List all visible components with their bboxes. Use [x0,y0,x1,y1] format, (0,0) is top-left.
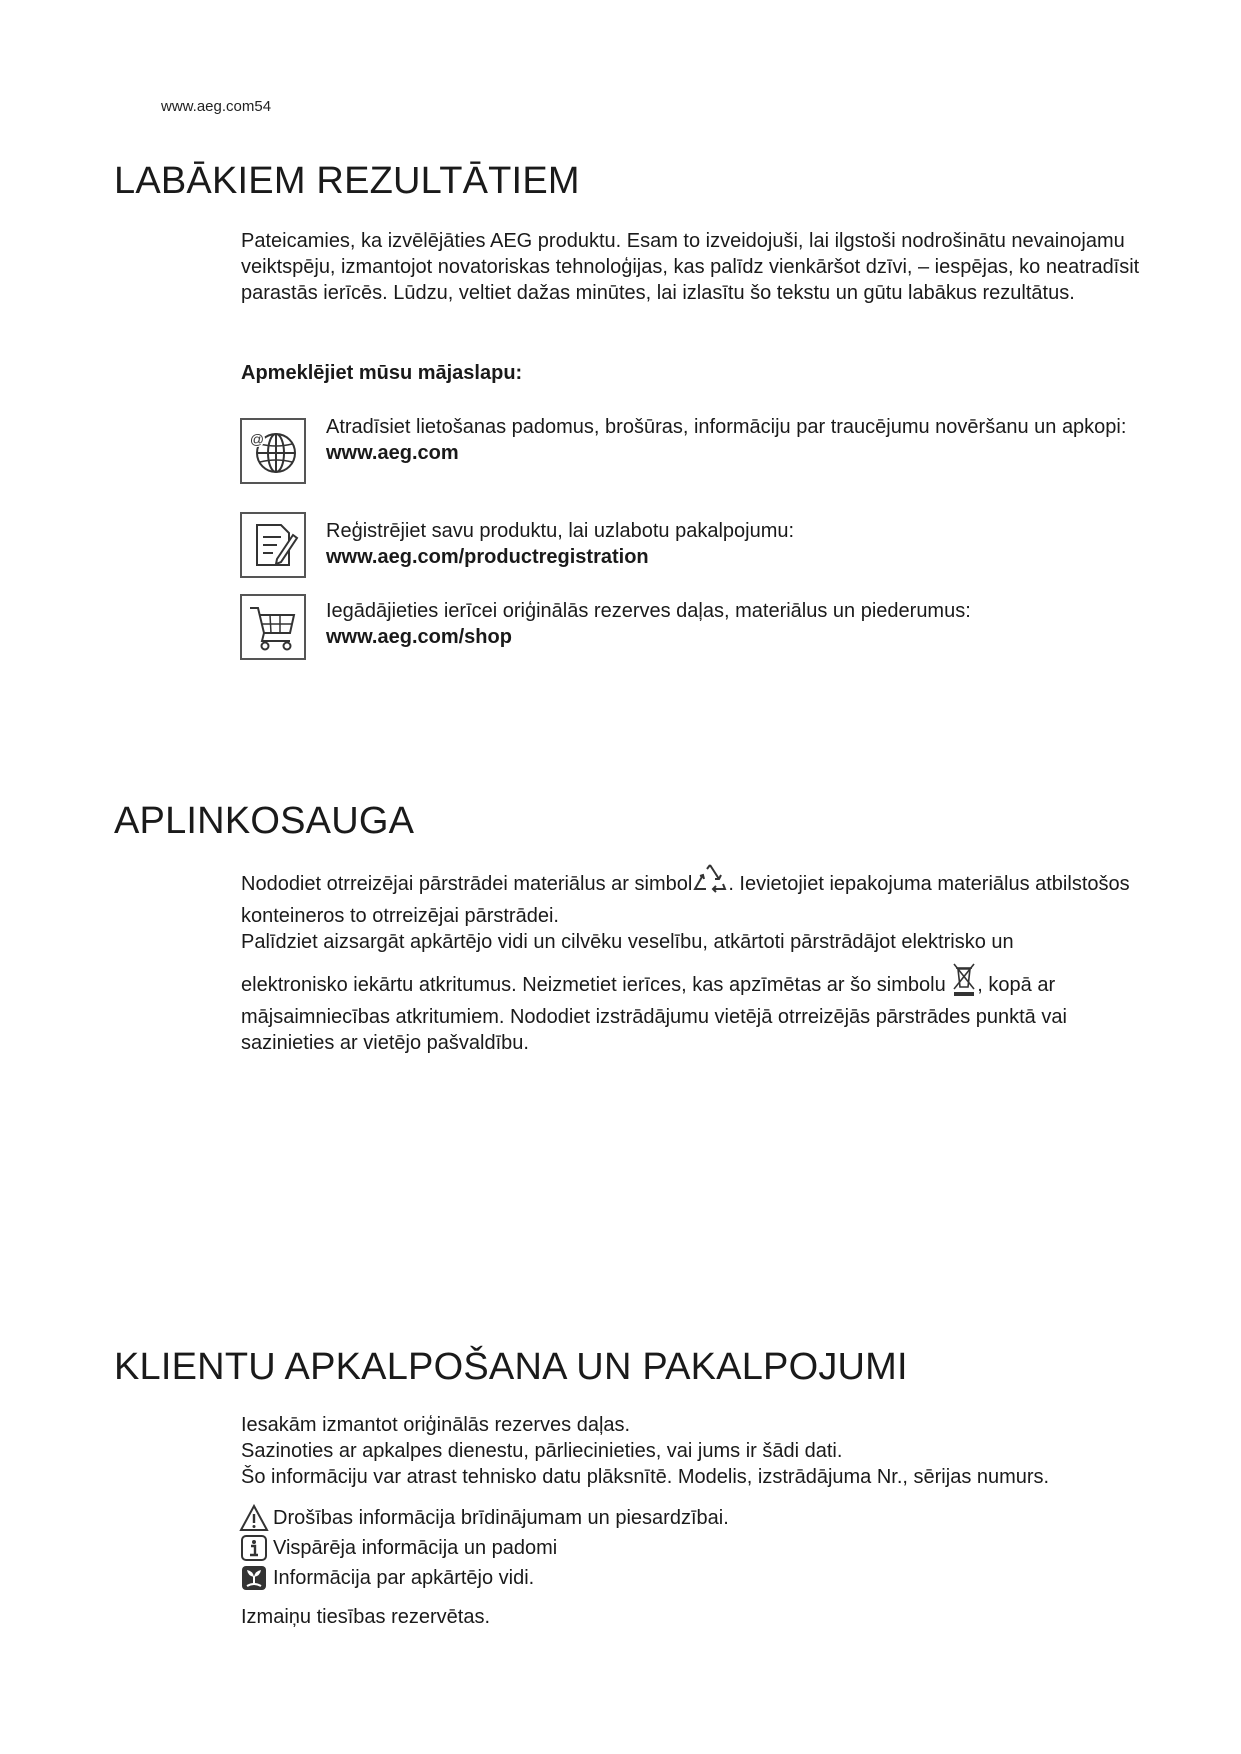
legend-row-safety [241,1503,1141,1533]
service-line: Sazinoties ar apkalpes dienestu, pārliecinieties, vai jums ir šādi dati. [241,1440,843,1462]
link-shop[interactable]: www.aeg.com/shop [326,626,512,648]
legend-row-info [241,1533,1141,1563]
list-item-text: Atradīsiet lietošanas padomus, brošūras, informāciju par traucējumu novēršanu un apkopi: [326,416,1127,438]
legend-text: Vispārēja informācija un padomi [273,1537,558,1559]
link-aeg-com[interactable]: www.aeg.com [326,442,459,464]
registration-form-icon [247,519,299,571]
recycling-paragraph [241,862,1141,929]
crossed-bin-icon [951,961,977,1004]
globe-icon [247,425,299,477]
list-item-shop [326,598,1156,650]
symbol-legend [241,1503,1141,1593]
weee-text-before: elektronisko iekārtu atkritumus. Neizmetiet ierīces, kas apzīmētas ar šo simbolu [241,974,946,996]
list-item-registration [326,518,1156,570]
customer-service-lines [241,1412,1141,1490]
legend-text: Informācija par apkārtējo vidi. [273,1567,535,1589]
list-item-text: Reģistrējiet savu produktu, lai uzlabotu pakalpojumu: [326,520,795,542]
legend-text: Drošības informācija brīdinājumam un piesardzībai. [273,1507,729,1529]
warning-icon [239,1504,269,1532]
service-line: Šo informāciju var atrast tehnisko datu plāksnītē. Modelis, izstrādājuma Nr., sērijas numurs. [241,1466,1050,1488]
recycling-text-after: . Ievietojiet iepakojuma materiālus atbilstošos konteineros to otrreizējai pārstrādei. [241,873,1130,927]
globe-icon-box [240,418,306,484]
recycle-icon [692,862,728,903]
visit-label: Apmeklējiet mūsu mājaslapu: [241,362,523,384]
intro-paragraph [241,228,1141,306]
environment-paragraphs [241,862,1141,1056]
link-product-registration[interactable]: www.aeg.com/productregistration [326,546,649,568]
header-url: www.aeg.com54 [161,98,272,115]
registration-icon-box [240,512,306,578]
section-title-environment: APLINKOSAUGA [114,800,415,842]
cart-icon-box [240,594,306,660]
rights-reserved-note: Izmaiņu tiesības rezervētas. [241,1606,490,1628]
legend-row-environment [241,1563,1141,1593]
environment-icon [239,1564,269,1592]
intro-text: Pateicamies, ka izvēlējāties AEG produktu. Esam to izveidojuši, lai ilgstoši nodrošinātu nevainojamu veiktspēju, izmantojot novatoriskas tehnoloģijas, kas palīdz vienkāršot dzīvi, – iespējas, ko neatradīsit parastās ierīcēs. Lūdzu, veltiet dažas minūtes, lai izlasītu šo tekstu un gūtu labākus rezultātus. [241,230,1140,304]
list-item-text: Iegādājieties ierīcei oriģinālās rezerves daļas, materiālus un piederumus: [326,600,971,622]
weee-intro: Palīdziet aizsargāt apkārtējo vidi un cilvēku veselību, atkārtoti pārstrādājot elektrisko un [241,931,1014,953]
section-title-best-results: LABĀKIEM REZULTĀTIEM [114,160,580,202]
recycling-text-before: Nododiet otrreizējai pārstrādei materiālus ar simbol [241,873,693,895]
svg-text:@: @ [249,431,265,447]
list-item-support [326,414,1156,466]
weee-text-after: , kopā ar mājsaimniecības atkritumiem. Nododiet izstrādājumu vietējā otrreizējās pārstrādes punktā vai sazinieties ar vietējo pašvaldību. [241,974,1067,1054]
service-line: Iesakām izmantot oriģinālās rezerves daļas. [241,1414,631,1436]
info-icon [239,1534,269,1562]
weee-paragraph [241,961,1141,1056]
shopping-cart-icon [247,601,299,653]
section-title-customer-service: KLIENTU APKALPOŠANA UN PAKALPOJUMI [114,1346,908,1388]
